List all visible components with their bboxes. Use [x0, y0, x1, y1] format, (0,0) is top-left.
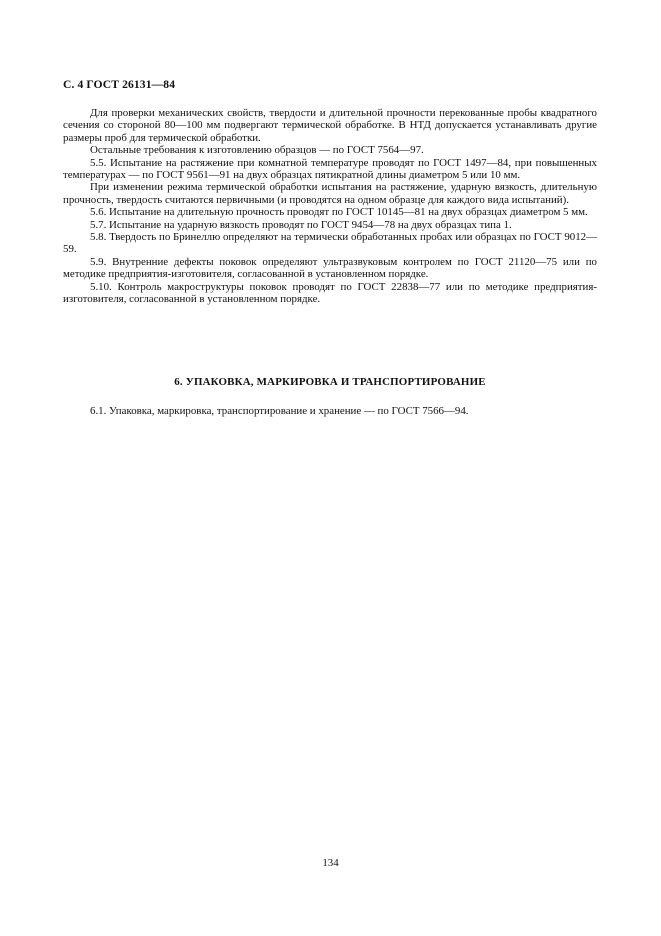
- paragraph-5-10: 5.10. Контроль макроструктуры поковок проводят по ГОСТ 22838—77 или по методике предприятия-изготовителя, согласованной в установленном порядке.: [63, 280, 597, 306]
- paragraph-6-1: 6.1. Упаковка, маркировка, транспортирование и хранение — по ГОСТ 7566—94.: [90, 405, 469, 417]
- paragraph-5-9: 5.9. Внутренние дефекты поковок определяют ультразвуковым контролем по ГОСТ 21120—75 или по методике предприятия-изготовителя, согласованной в установленном порядке.: [63, 255, 597, 281]
- section-6-body: [63, 405, 597, 417]
- paragraph-heat-treatment: Для проверки механических свойств, твердости и длительной прочности перекованные пробы квадратного сечения со стороной 80—100 мм подвергают термической обработке. В НТД допускается устанавливать другие размеры проб для термической обработки.: [63, 107, 597, 144]
- paragraph-5-6: 5.6. Испытание на длительную прочность проводят по ГОСТ 10145—81 на двух образцах диаметром 5 мм.: [90, 206, 588, 219]
- page-number: 134: [322, 857, 339, 869]
- section-5-body: [63, 107, 597, 306]
- page-header: С. 4 ГОСТ 26131—84: [63, 78, 176, 91]
- paragraph-5-8: 5.8. Твердость по Бринеллю определяют на термически обработанных пробах или образцах по ГОСТ 9012—59.: [63, 231, 597, 256]
- paragraph-other-requirements: Остальные требования к изготовлению образцов — по ГОСТ 7564—97.: [90, 144, 424, 157]
- paragraph-5-5: 5.5. Испытание на растяжение при комнатной температуре проводят по ГОСТ 1497—84, при повышенных температурах — по ГОСТ 9561—91 на двух образцах пятикратной длины диаметром 5 или 10 мм.: [63, 156, 597, 182]
- paragraph-5-7: 5.7. Испытание на ударную вязкость проводят по ГОСТ 9454—78 на двух образцах типа 1.: [90, 218, 512, 231]
- paragraph-heat-treatment-change: При изменении режима термической обработки испытания на растяжение, ударную вязкость, длительную прочность, твердость считаются первичными (и проводятся на одном образце для каждого вида испытаний).: [63, 181, 597, 206]
- section-6-heading: 6. УПАКОВКА, МАРКИРОВКА И ТРАНСПОРТИРОВАНИЕ: [174, 376, 486, 388]
